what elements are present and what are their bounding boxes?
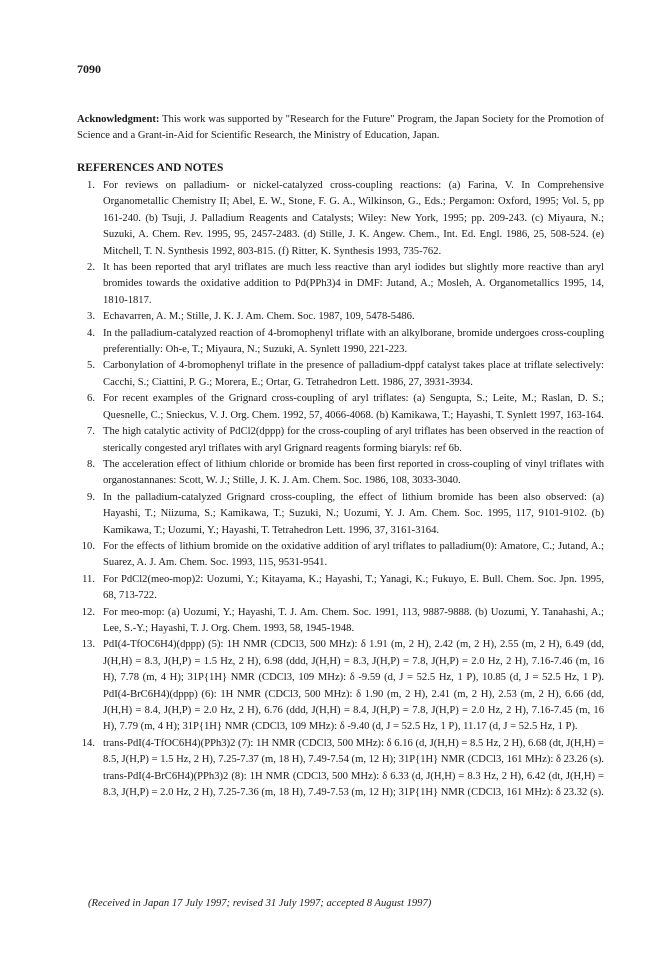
reference-item: [77, 391, 604, 424]
reference-item: [77, 358, 604, 391]
reference-number: 8.: [87, 458, 95, 470]
reference-item: [77, 424, 604, 457]
reference-item: [77, 736, 604, 802]
reference-number: 9.: [87, 491, 95, 503]
reference-text: Echavarren, A. M.; Stille, J. K. J. Am. Chem. Soc. 1987, 109, 5478-5486.: [103, 311, 415, 323]
reference-item: [77, 457, 604, 490]
reference-text: For reviews on palladium- or nickel-catalyzed cross-coupling reactions: (a) Farina, V. In Comprehensive Organometallic Chemistry II; Abel, E. W., Stone, F. G. A., Wilkinson, G., Eds.; Pergamon: Oxford, 1995; Vol. 5, pp 161-240. (b) Tsuji, J. Palladium Reagents and Catalysts; Wiley: New York, 1995; pp. 209-243. (c) Miyaura, N.; Suzuki, A. Chem. Rev. 1995, 95, 2457-2483. (d) Stille, J. K. Angew. Chem., Int. Ed. Engl. 1986, 25, 508-524. (e) Mitchell, T. N. Synthesis 1992, 803-815. (f) Ritter, K. Synthesis 1993, 735-762.: [103, 180, 604, 257]
reference-number: 10.: [81, 540, 95, 552]
reference-item: [77, 637, 604, 735]
reference-text: For recent examples of the Grignard cross-coupling of aryl triflates: (a) Sengupta, S.; Leite, M.; Raslan, D. S.; Quesnelle, C.; Snieckus, V. J. Org. Chem. 1992, 57, 4066-4068. (b) Kamikawa, T.; Hayashi, T. Synlett 1997, 163-164.: [103, 393, 604, 421]
reference-text: For the effects of lithium bromide on the oxidative addition of aryl triflates to palladium(0): Amatore, C.; Jutand, A.; Suarez, A. J. Am. Chem. Soc. 1993, 115, 9531-9541.: [103, 540, 604, 569]
reference-text: PdI(4-TfOC6H4)(dppp) (5): 1H NMR (CDCl3, 500 MHz): δ 1.91 (m, 2 H), 2.42 (m, 2 H), 2.55 (m, 2 H), 6.49 (dd, J(H,H) = 8.3, J(H,P) = 1.5 Hz, 2 H), 6.98 (ddd, J(H,H) = 8.3, J(H,P) = 7.8, J(H,P) = 2.0 Hz, 2 H), 7.16-7.46 (m, 16 H), 7.78 (m, 4 H); 31P{1H} NMR (CDCl3, 109 MHz): δ -9.59 (d, J = 52.5 Hz, 1 P), 10.85 (d, J = 52.5 Hz, 1 P). PdI(4-BrC6H4)(dppp) (6): 1H NMR (CDCl3, 500 MHz): δ 1.90 (m, 2 H), 2.41 (m, 2 H), 2.53 (m, 2 H), 6.66 (dd, J(H,H) = 8.4, J(H,P) = 2.0 Hz, 2 H), 6.76 (ddd, J(H,H) = 8.4, J(H,P) = 7.8, J(H,P) = 2.0 Hz, 2 H), 7.16-7.45 (m, 16 H), 7.79 (m, 4 H); 31P{1H} NMR (CDCl3, 109 MHz): δ -9.40 (d, J = 52.5 Hz, 1 P), 11.17 (d, J = 52.5 Hz, 1 P).: [103, 639, 604, 733]
reference-number: 3.: [87, 311, 95, 323]
page-number: 7090: [77, 62, 101, 76]
received-dates: (Received in Japan 17 July 1997; revised 31 July 1997; accepted 8 August 1997): [88, 898, 432, 909]
reference-item: [77, 605, 604, 638]
reference-text: It has been reported that aryl triflates are much less reactive than aryl iodides but slightly more reactive than aryl bromides towards the oxidative addition to Pd(PPh3)4 in DMF: Jutand, A.; Mosleh, A. Organometallics 1995, 14, 1810-1817.: [103, 262, 604, 306]
reference-number: 5.: [87, 360, 95, 372]
reference-text: For meo-mop: (a) Uozumi, Y.; Hayashi, T. J. Am. Chem. Soc. 1991, 113, 9887-9888. (b) Uozumi, Y. Tanahashi, A.; Lee, S.-Y.; Hayashi, T. J. Org. Chem. 1993, 58, 1945-1948.: [103, 606, 604, 634]
reference-number: 14.: [81, 737, 95, 749]
reference-text: Carbonylation of 4-bromophenyl triflate in the presence of palladium-dppf catalyst takes place at triflate selectively: Cacchi, S.; Ciattini, P. G.; Morera, E.; Ortar, G. Tetrahedron Lett. 1986, 27, 3931-3934.: [103, 360, 604, 388]
reference-number: 13.: [81, 639, 95, 651]
acknowledgment: [77, 112, 604, 144]
reference-item: [77, 260, 604, 309]
reference-text: In the palladium-catalyzed Grignard cross-coupling, the effect of lithium bromide has been also observed: (a) Hayashi, T.; Niizuma, S.; Kamikawa, T.; Suzuki, N.; Uozumi, Y. J. Am. Chem. Soc. 1995, 117, 9101-9102. (b) Kamikawa, T.; Uozumi, Y.; Hayashi, T. Tetrahedron Lett. 1996, 37, 3161-3164.: [103, 491, 604, 536]
references-heading: REFERENCES AND NOTES: [77, 162, 224, 174]
reference-number: 2.: [87, 262, 95, 274]
reference-number: 4.: [87, 327, 95, 339]
acknowledgment-text: This work was supported by "Research for the Future" Program, the Japan Society for the Promotion of Science and a Grant-in-Aid for Scientific Research, the Ministry of Education, Japan.: [77, 114, 604, 141]
reference-item: [77, 572, 604, 605]
references-list: [77, 178, 604, 801]
reference-item: [77, 490, 604, 539]
reference-text: For PdCl2(meo-mop)2: Uozumi, Y.; Kitayama, K.; Hayashi, T.; Yanagi, K.; Fukuyo, E. Bull. Chem. Soc. Jpn. 1995, 68, 713-722.: [103, 573, 604, 602]
reference-number: 7.: [87, 426, 95, 438]
reference-text: In the palladium-catalyzed reaction of 4-bromophenyl triflate with an alkylborane, bromide undergoes cross-coupling preferentially: Oh-e, T.; Miyaura, N.; Suzuki, A. Synlett 1990, 221-223.: [103, 327, 604, 356]
reference-item: [77, 539, 604, 572]
reference-text: trans-PdI(4-TfOC6H4)(PPh3)2 (7): 1H NMR (CDCl3, 500 MHz): δ 6.16 (d, J(H,H) = 8.5 Hz, 2 H), 6.68 (dt, J(H,H) = 8.5, J(H,P) = 1.5 Hz, 2 H), 7.25-7.37 (m, 18 H), 7.49-7.54 (m, 12 H); 31P{1H} NMR (CDCl3, 161 MHz): δ 23.26 (s). trans-PdI(4-BrC6H4)(PPh3)2 (8): 1H NMR (CDCl3, 500 MHz): δ 6.33 (d, J(H,H) = 8.3 Hz, 2 H), 6.42 (dt, J(H,H) = 8.3, J(H,P) = 2.0 Hz, 2 H), 7.25-7.36 (m, 18 H), 7.49-7.53 (m, 12 H); 31P{1H} NMR (CDCl3, 161 MHz): δ 23.32 (s).: [103, 737, 604, 799]
reference-number: 6.: [87, 393, 95, 405]
reference-number: 12.: [81, 606, 95, 618]
reference-number: 11.: [82, 573, 95, 585]
reference-number: 1.: [87, 180, 95, 191]
reference-text: The high catalytic activity of PdCl2(dppp) for the cross-coupling of aryl triflates has been observed in the reaction of sterically congested aryl triflates with aryl Grignard reagents forming biaryls: ref 6b.: [103, 426, 604, 454]
reference-item: [77, 309, 604, 325]
reference-item: [77, 326, 604, 359]
reference-item: [77, 178, 604, 260]
reference-text: The acceleration effect of lithium chloride or bromide has been first reported in cross-coupling of vinyl triflates with organostannanes: Scott, W. J.; Stille, J. K. J. Am. Chem. Soc. 1986, 108, 3033-3040.: [103, 458, 604, 487]
acknowledgment-heading: Acknowledgment:: [77, 114, 160, 125]
